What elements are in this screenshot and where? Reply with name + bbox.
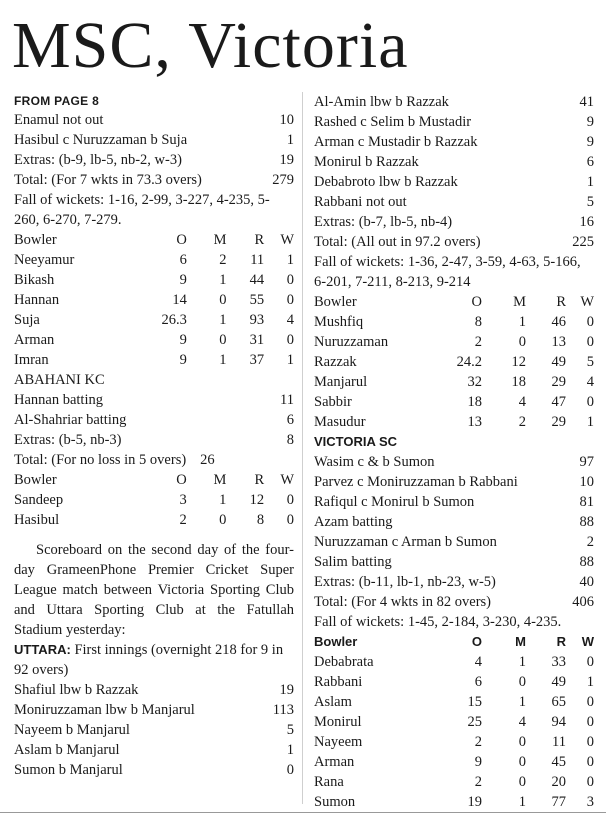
bowling-stat: 49 (551, 674, 566, 690)
bowling-stat: 2 (474, 774, 482, 790)
bowling-stat: 2 (474, 334, 482, 350)
batting-row (14, 430, 294, 450)
runs-value: 40 (579, 574, 594, 590)
bowling-stat: 1 (286, 252, 294, 268)
batting-list (14, 390, 294, 450)
bowling-stat: 94 (551, 714, 566, 730)
bowling-table (14, 470, 294, 530)
total-runs: 26 (200, 452, 215, 468)
batsman-entry: Salim batting (314, 554, 392, 570)
bowler-name: Nayeem (314, 734, 363, 750)
bowling-stat: 9 (179, 272, 187, 288)
column-header: W (280, 472, 294, 488)
column-header: R (254, 232, 265, 248)
batsman-entry: Al-Amin lbw b Razzak (314, 94, 449, 110)
batsman-entry: Debabroto lbw b Razzak (314, 174, 458, 190)
bowler-name: Arman (314, 754, 355, 770)
left-column (14, 92, 294, 780)
bowler-name: Nuruzzaman (314, 334, 389, 350)
bowler-name: Sumon (314, 794, 356, 810)
bowler-name: Manjarul (314, 374, 368, 390)
batting-row (314, 232, 594, 252)
bowling-stat: 0 (286, 272, 294, 288)
bowling-stat: 0 (219, 332, 227, 348)
batsman-entry: Total: (For 7 wkts in 73.3 overs) (14, 172, 202, 188)
bowling-stat: 45 (551, 754, 566, 770)
bowling-stat: 0 (518, 674, 526, 690)
bowling-header-row (14, 470, 294, 490)
uttara-text: First innings (overnight 218 for 9 in 92 overs) (14, 642, 284, 678)
batsman-entry: Hasibul c Nuruzzaman b Suja (14, 132, 188, 148)
batsman-entry: Hannan batting (14, 392, 103, 408)
bowler-row (314, 392, 594, 412)
bowler-row (314, 772, 594, 792)
runs-value: 9 (586, 114, 594, 130)
bowling-stat: 0 (586, 654, 594, 670)
bowling-stat: 1 (219, 492, 227, 508)
runs-value: 19 (279, 152, 294, 168)
batsman-entry: Parvez c Moniruzzaman b Rabbani (314, 474, 518, 490)
runs-value: 406 (572, 594, 594, 610)
batting-row (14, 130, 294, 150)
batsman-entry: Monirul b Razzak (314, 154, 419, 170)
batting-list (14, 680, 294, 780)
bowler-name: Debabrata (314, 654, 374, 670)
batsman-entry: Nayeem b Manjarul (14, 722, 130, 738)
runs-value: 16 (579, 214, 594, 230)
bowler-row (14, 270, 294, 290)
batting-row (14, 390, 294, 410)
column-header: Bowler (314, 294, 357, 310)
batting-row (314, 192, 594, 212)
bowler-row (314, 352, 594, 372)
batsman-entry: Extras: (b-9, lb-5, nb-2, w-3) (14, 152, 182, 168)
bowling-stat: 37 (249, 352, 265, 368)
bowler-row (14, 250, 294, 270)
bowling-stat: 1 (286, 352, 294, 368)
batting-row (14, 170, 294, 190)
batting-row (314, 512, 594, 532)
bowler-name: Aslam (314, 694, 352, 710)
runs-value: 19 (279, 682, 294, 698)
batsman-entry: Arman c Mustadir b Razzak (314, 134, 478, 150)
bowling-stat: 1 (219, 272, 227, 288)
bowling-stat: 0 (518, 334, 526, 350)
bowler-name: Rana (314, 774, 344, 790)
bowler-name: Masudur (314, 414, 366, 430)
batsman-entry: Total: (All out in 97.2 overs) (314, 234, 481, 250)
column-header: M (515, 634, 526, 649)
bowling-stat: 9 (474, 754, 482, 770)
column-header: R (556, 294, 566, 310)
bowler-row (314, 672, 594, 692)
batting-row (314, 132, 594, 152)
bowling-header-row (314, 632, 594, 652)
bowling-stat: 5 (586, 354, 594, 370)
runs-value: 8 (286, 432, 294, 448)
batsman-entry: Rashed c Selim b Mustadir (314, 114, 472, 130)
bowling-stat: 0 (586, 694, 594, 710)
bowling-stat: 1 (586, 414, 594, 430)
runs-value: 5 (286, 722, 294, 738)
column-header: W (580, 294, 594, 310)
bowling-stat: 4 (474, 654, 482, 670)
runs-value: 225 (572, 234, 594, 250)
runs-value: 81 (579, 494, 594, 510)
total-label: Total: (For no loss in 5 overs) (14, 452, 187, 468)
bowling-table (314, 632, 594, 812)
bowling-stat: 3 (586, 794, 594, 810)
bowling-stat: 2 (219, 252, 227, 268)
bowler-row (314, 712, 594, 732)
runs-value: 2 (586, 534, 594, 550)
fall-of-wickets: Fall of wickets: 1-36, 2-47, 3-59, 4-63, 5-166, 6-201, 7-211, 8-213, 9-214 (314, 254, 581, 290)
bowler-name: Hasibul (14, 512, 60, 528)
batting-row (314, 152, 594, 172)
bowling-stat: 0 (586, 334, 594, 350)
runs-value: 41 (579, 94, 594, 110)
bowling-stat: 4 (518, 394, 526, 410)
bowling-stat: 18 (511, 374, 526, 390)
total-line (14, 450, 294, 470)
runs-value: 97 (579, 454, 594, 470)
batting-row (314, 172, 594, 192)
uttara-innings-line (14, 640, 294, 680)
bowler-row (14, 510, 294, 530)
bowling-stat: 0 (518, 754, 526, 770)
bowling-stat: 1 (518, 794, 526, 810)
bowling-stat: 1 (518, 694, 526, 710)
bowling-stat: 29 (551, 374, 566, 390)
batsman-entry: Sumon b Manjarul (14, 762, 123, 778)
column-header: O (471, 634, 482, 649)
batsman-entry: Extras: (b-7, lb-5, nb-4) (314, 214, 453, 230)
bowling-stat: 6 (179, 252, 187, 268)
batting-row (14, 720, 294, 740)
column-header: O (176, 232, 187, 248)
runs-value: 88 (579, 554, 594, 570)
batting-row (314, 572, 594, 592)
bowling-stat: 1 (586, 674, 594, 690)
batting-row (314, 492, 594, 512)
runs-value: 88 (579, 514, 594, 530)
bowling-stat: 2 (518, 414, 526, 430)
bowling-stat: 0 (219, 512, 227, 528)
bowling-stat: 0 (286, 292, 294, 308)
bowling-stat: 1 (518, 314, 526, 330)
bowling-stat: 49 (551, 354, 566, 370)
team-heading: ABAHANI KC (14, 372, 105, 388)
column-header: Bowler (14, 472, 57, 488)
bowling-stat: 18 (467, 394, 482, 410)
fall-of-wickets: Fall of wickets: 1-45, 2-184, 3-230, 4-235. (314, 614, 562, 630)
batting-row (14, 680, 294, 700)
bowling-stat: 25 (467, 714, 482, 730)
bowling-stat: 0 (286, 492, 294, 508)
bowling-stat: 1 (219, 312, 227, 328)
bowling-stat: 6 (474, 674, 482, 690)
batsman-entry: Moniruzzaman lbw b Manjarul (14, 702, 195, 718)
runs-value: 10 (279, 112, 294, 128)
column-header: M (213, 472, 227, 488)
bowler-row (14, 310, 294, 330)
bowling-stat: 26.3 (161, 312, 187, 328)
bowling-stat: 9 (179, 332, 187, 348)
bowler-name: Sabbir (314, 394, 352, 410)
bowling-header-row (14, 230, 294, 250)
bowler-row (14, 490, 294, 510)
batsman-entry: Rafiqul c Monirul b Sumon (314, 494, 475, 510)
bowling-stat: 0 (518, 774, 526, 790)
bowler-row (314, 412, 594, 432)
bowler-name: Suja (14, 312, 40, 328)
bowling-stat: 0 (586, 714, 594, 730)
batting-row (14, 700, 294, 720)
bowler-row (314, 792, 594, 812)
bowling-stat: 2 (474, 734, 482, 750)
bowler-name: Sandeep (14, 492, 64, 508)
batsman-entry: Wasim c & b Sumon (314, 454, 435, 470)
bowling-stat: 4 (518, 714, 526, 730)
fall-of-wickets: Fall of wickets: 1-16, 2-99, 3-227, 4-235, 5-260, 6-270, 7-279. (14, 192, 270, 228)
bowling-stat: 11 (250, 252, 265, 268)
batting-list (14, 110, 294, 190)
batsman-entry: Extras: (b-11, lb-1, nb-23, w-5) (314, 574, 496, 590)
batting-row (314, 552, 594, 572)
bowler-row (314, 332, 594, 352)
bowling-stat: 31 (249, 332, 265, 348)
bowling-stat: 0 (586, 734, 594, 750)
bowling-stat: 32 (467, 374, 482, 390)
batsman-entry: Rabbani not out (314, 194, 407, 210)
team-heading: VICTORIA SC (314, 434, 398, 449)
runs-value: 1 (586, 174, 594, 190)
column-header: R (556, 634, 566, 649)
runs-value: 10 (579, 474, 594, 490)
batsman-entry: Nuruzzaman c Arman b Sumon (314, 534, 497, 550)
bowling-stat: 55 (249, 292, 265, 308)
column-header: W (581, 634, 594, 649)
column-header: W (280, 232, 294, 248)
bowler-row (14, 330, 294, 350)
bowling-stat: 9 (179, 352, 187, 368)
uttara-label: UTTARA: (14, 642, 71, 657)
bowler-row (314, 312, 594, 332)
bowling-stat: 4 (586, 374, 594, 390)
column-header: M (513, 294, 526, 310)
bowler-row (14, 290, 294, 310)
bowling-stat: 46 (551, 314, 566, 330)
bowler-row (314, 652, 594, 672)
bowling-stat: 20 (551, 774, 566, 790)
batting-row (14, 110, 294, 130)
bowling-stat: 0 (286, 512, 294, 528)
bowling-stat: 93 (249, 312, 265, 328)
bowler-name: Arman (14, 332, 55, 348)
bowling-header-row (314, 292, 594, 312)
batting-row (314, 472, 594, 492)
bowling-stat: 12 (249, 492, 265, 508)
bowler-row (14, 350, 294, 370)
bowler-name: Imran (14, 352, 49, 368)
bowling-stat: 29 (551, 414, 566, 430)
runs-value: 11 (280, 392, 294, 408)
runs-value: 5 (586, 194, 594, 210)
scoreboard-paragraph: Scoreboard on the second day of the four-day GrameenPhone Premier Cricket Super League match between Victoria Sporting Club and Uttara Sporting Club at the Fatullah Stadium yesterday: (14, 542, 294, 638)
bottom-rule (0, 812, 606, 813)
batting-row (14, 150, 294, 170)
bowler-name: Razzak (314, 354, 357, 370)
bowling-stat: 12 (511, 354, 526, 370)
bowling-table (14, 230, 294, 370)
bowling-stat: 1 (518, 654, 526, 670)
bowling-stat: 11 (552, 734, 566, 750)
column-header: O (471, 294, 482, 310)
bowling-table (314, 292, 594, 432)
bowling-stat: 77 (551, 794, 566, 810)
batting-row (314, 92, 594, 112)
batsman-entry: Total: (For 4 wkts in 82 overs) (314, 594, 491, 610)
bowling-stat: 0 (586, 314, 594, 330)
bowler-row (314, 732, 594, 752)
bowling-stat: 13 (467, 414, 482, 430)
bowler-name: Hannan (14, 292, 60, 308)
runs-value: 279 (272, 172, 294, 188)
bowler-row (314, 752, 594, 772)
bowling-stat: 8 (256, 512, 265, 528)
batsman-entry: Extras: (b-5, nb-3) (14, 432, 122, 448)
column-header: R (254, 472, 265, 488)
headline: MSC, Victoria (12, 9, 409, 82)
batting-row (314, 532, 594, 552)
right-column (314, 92, 594, 812)
batting-row (14, 740, 294, 760)
bowler-name: Monirul (314, 714, 362, 730)
bowler-row (314, 372, 594, 392)
bowling-stat: 14 (172, 292, 187, 308)
batsman-entry: Enamul not out (14, 112, 104, 128)
bowling-stat: 2 (179, 512, 187, 528)
bowling-stat: 0 (586, 394, 594, 410)
bowling-stat: 0 (286, 332, 294, 348)
batsman-entry: Azam batting (314, 514, 393, 530)
runs-value: 1 (286, 742, 294, 758)
bowling-stat: 0 (518, 734, 526, 750)
bowling-stat: 44 (249, 272, 265, 288)
batting-row (314, 212, 594, 232)
batting-list (314, 452, 594, 612)
batsman-entry: Shafiul lbw b Razzak (14, 682, 139, 698)
bowling-stat: 24.2 (456, 354, 482, 370)
batsman-entry: Aslam b Manjarul (14, 742, 120, 758)
bowler-name: Rabbani (314, 674, 363, 690)
batsman-entry: Al-Shahriar batting (14, 412, 127, 428)
runs-value: 6 (586, 154, 594, 170)
bowler-name: Bikash (14, 272, 55, 288)
batting-row (314, 592, 594, 612)
bowling-stat: 19 (467, 794, 482, 810)
runs-value: 0 (286, 762, 294, 778)
column-header: Bowler (314, 634, 358, 649)
column-header: O (176, 472, 187, 488)
bowler-name: Mushfiq (314, 314, 364, 330)
bowling-stat: 4 (286, 312, 294, 328)
runs-value: 6 (286, 412, 294, 428)
bowling-stat: 0 (586, 774, 594, 790)
bowling-stat: 0 (219, 292, 227, 308)
bowling-stat: 65 (551, 694, 566, 710)
bowler-row (314, 692, 594, 712)
batting-row (14, 410, 294, 430)
bowling-stat: 0 (586, 754, 594, 770)
from-page-label: FROM PAGE 8 (14, 94, 100, 108)
bowler-name: Neeyamur (14, 252, 75, 268)
runs-value: 1 (286, 132, 294, 148)
bowling-stat: 8 (474, 314, 482, 330)
bowling-stat: 33 (551, 654, 566, 670)
batting-row (314, 452, 594, 472)
bowling-stat: 3 (179, 492, 187, 508)
bowling-stat: 13 (551, 334, 566, 350)
bowling-stat: 15 (467, 694, 482, 710)
column-header: M (213, 232, 227, 248)
bowling-stat: 1 (219, 352, 227, 368)
batting-list (314, 92, 594, 252)
runs-value: 9 (586, 134, 594, 150)
batting-row (14, 760, 294, 780)
bowling-stat: 47 (551, 394, 566, 410)
batting-row (314, 112, 594, 132)
column-header: Bowler (14, 232, 57, 248)
runs-value: 113 (272, 702, 294, 718)
column-divider (302, 92, 303, 804)
